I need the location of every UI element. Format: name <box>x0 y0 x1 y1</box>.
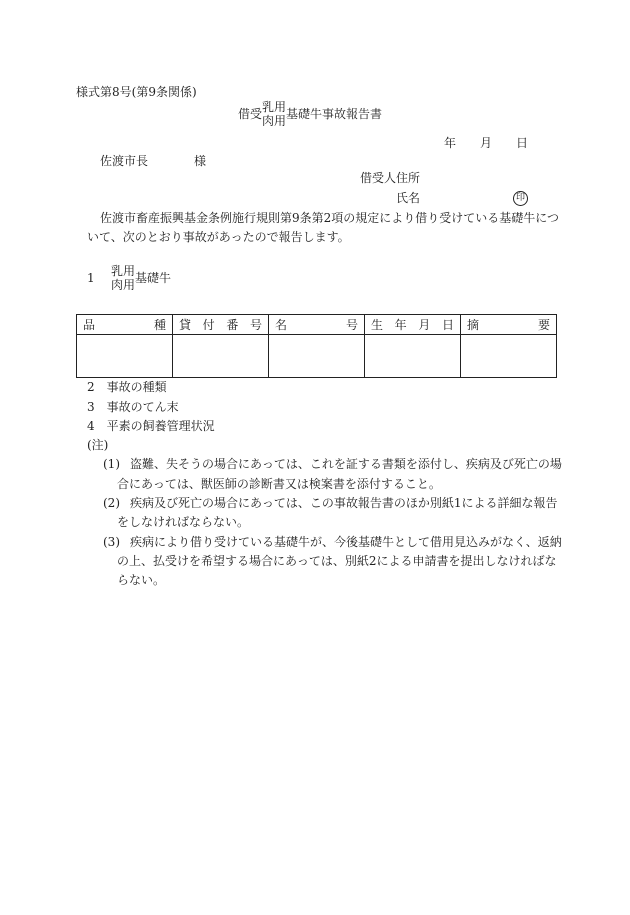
honorific: 様 <box>194 154 207 168</box>
item-1 <box>87 264 171 292</box>
title-type-dairy: 乳用 <box>262 100 287 114</box>
title-type-beef: 肉用 <box>262 114 287 128</box>
item-1-number: 1 <box>87 271 95 285</box>
header-name: 名 号 <box>269 315 365 335</box>
title-type-stack <box>262 100 286 128</box>
intro-line-2: いて、次のとおり事故があったので報告します。 <box>87 230 350 244</box>
seal-mark <box>513 190 528 206</box>
cell-breed[interactable] <box>77 335 173 378</box>
table-row <box>77 335 557 378</box>
seal-icon: 印 <box>513 191 528 206</box>
intro-line-1: 佐渡市畜産振興基金条例施行規則第9条第2項の規定により借り受けている基礎牛につ <box>100 211 560 225</box>
title-prefix: 借受 <box>238 107 263 121</box>
note-1-line-2: 合にあっては、獣医師の診断書又は検案書を添付すること。 <box>117 477 441 491</box>
item-2: 2 事故の種類 <box>87 380 167 394</box>
cell-birth-date[interactable] <box>365 335 461 378</box>
cell-remarks[interactable] <box>461 335 557 378</box>
item-1-type-beef: 肉用 <box>111 278 136 292</box>
header-loan-number: 貸 付 番 号 <box>173 315 269 335</box>
note-3-line-3: らない。 <box>117 573 166 587</box>
addressee: 佐渡市長 <box>100 154 149 168</box>
header-breed: 品 種 <box>77 315 173 335</box>
cell-loan-number[interactable] <box>173 335 269 378</box>
borrower-name-label: 氏名 <box>396 191 421 205</box>
item-1-type-stack <box>111 264 135 292</box>
note-2-number: (2) <box>103 496 120 510</box>
notes-label: (注) <box>87 438 109 452</box>
date-month: 月 <box>480 136 493 150</box>
borrower-address-label: 借受人住所 <box>360 171 421 185</box>
title-main: 基礎牛事故報告書 <box>286 107 383 121</box>
note-3-line-2: の上、払受けを希望する場合にあっては、別紙2による申請書を提出しなければな <box>117 554 557 568</box>
item-1-label: 基礎牛 <box>135 271 172 285</box>
table-header-row <box>77 315 557 335</box>
item-3: 3 事故のてん末 <box>87 400 179 414</box>
note-3-line-1: 疾病により借り受けている基礎牛が、今後基礎牛として借用見込みがなく、返納 <box>130 535 562 549</box>
date-day: 日 <box>516 136 529 150</box>
cell-name[interactable] <box>269 335 365 378</box>
note-1-line-1: 盗難、失そうの場合にあっては、これを証する書類を添付し、疾病及び死亡の場 <box>130 457 562 471</box>
date-year: 年 <box>444 136 457 150</box>
note-1-number: (1) <box>103 457 120 471</box>
item-1-type-dairy: 乳用 <box>111 264 136 278</box>
livestock-table <box>76 314 557 378</box>
form-id: 様式第8号(第9条関係) <box>76 85 197 99</box>
note-2-line-2: をしなければならない。 <box>117 515 250 529</box>
item-4: 4 平素の飼養管理状況 <box>87 419 215 433</box>
header-remarks: 摘 要 <box>461 315 557 335</box>
form-title <box>238 100 382 128</box>
note-2-line-1: 疾病及び死亡の場合にあっては、この事故報告書のほか別紙1による詳細な報告 <box>130 496 558 510</box>
header-birth-date: 生 年 月 日 <box>365 315 461 335</box>
note-3-number: (3) <box>103 535 120 549</box>
